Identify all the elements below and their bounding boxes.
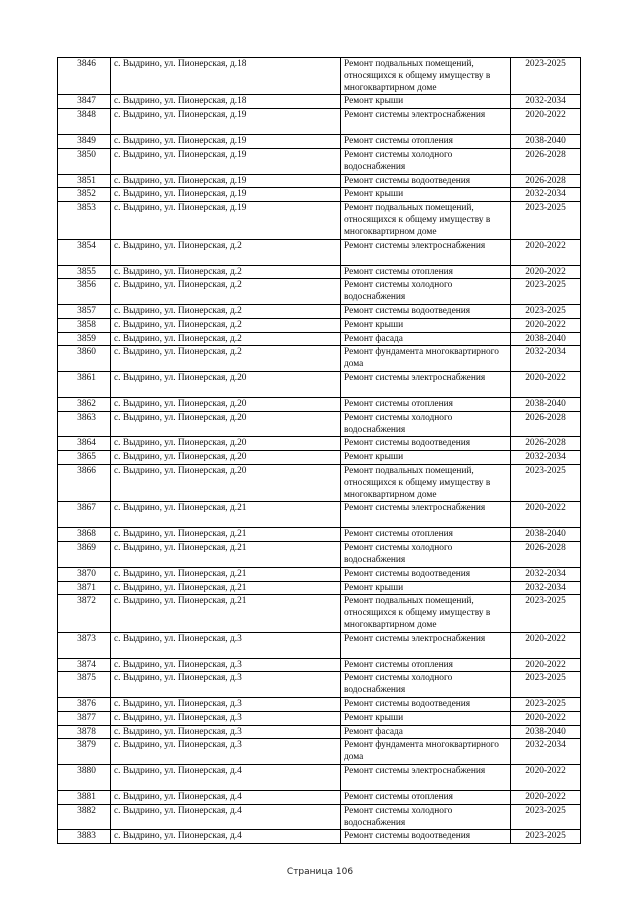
table-row bbox=[58, 437, 581, 451]
address-cell: с. Выдрино, ул. Пионерская, д.2 bbox=[111, 304, 341, 318]
row-number: 3847 bbox=[58, 95, 111, 109]
period-cell: 2023-2025 bbox=[511, 464, 581, 501]
address-cell: с. Выдрино, ул. Пионерская, д.3 bbox=[111, 739, 341, 765]
work-type-cell: Ремонт подвальных помещений, относящихся к общему имуществу в многоквартирном доме bbox=[341, 464, 511, 501]
work-type-cell: Ремонт системы холодного водоснабжения bbox=[341, 542, 511, 568]
row-number: 3872 bbox=[58, 595, 111, 632]
row-number: 3858 bbox=[58, 318, 111, 332]
address-cell: с. Выдрино, ул. Пионерская, д.3 bbox=[111, 658, 341, 672]
row-number: 3856 bbox=[58, 279, 111, 305]
address-cell: с. Выдрино, ул. Пионерская, д.21 bbox=[111, 581, 341, 595]
period-cell: 2038-2040 bbox=[511, 397, 581, 411]
row-number: 3854 bbox=[58, 239, 111, 265]
address-cell: с. Выдрино, ул. Пионерская, д.19 bbox=[111, 188, 341, 202]
period-cell: 2023-2025 bbox=[511, 804, 581, 830]
table-row bbox=[58, 711, 581, 725]
row-number: 3876 bbox=[58, 698, 111, 712]
work-type-cell: Ремонт системы водоотведения bbox=[341, 698, 511, 712]
row-number: 3866 bbox=[58, 464, 111, 501]
address-cell: с. Выдрино, ул. Пионерская, д.21 bbox=[111, 542, 341, 568]
table-row bbox=[58, 830, 581, 844]
period-cell: 2038-2040 bbox=[511, 725, 581, 739]
period-cell: 2020-2022 bbox=[511, 791, 581, 805]
row-number: 3877 bbox=[58, 711, 111, 725]
work-type-cell: Ремонт крыши bbox=[341, 188, 511, 202]
work-type-cell: Ремонт крыши bbox=[341, 581, 511, 595]
address-cell: с. Выдрино, ул. Пионерская, д.3 bbox=[111, 725, 341, 739]
period-cell: 2023-2025 bbox=[511, 595, 581, 632]
address-cell: с. Выдрино, ул. Пионерская, д.21 bbox=[111, 502, 341, 528]
address-cell: с. Выдрино, ул. Пионерская, д.4 bbox=[111, 830, 341, 844]
period-cell: 2020-2022 bbox=[511, 658, 581, 672]
row-number: 3878 bbox=[58, 725, 111, 739]
period-cell: 2020-2022 bbox=[511, 632, 581, 658]
table-row bbox=[58, 528, 581, 542]
table-row bbox=[58, 542, 581, 568]
work-type-cell: Ремонт системы электроснабжения bbox=[341, 109, 511, 135]
period-cell: 2038-2040 bbox=[511, 135, 581, 149]
period-cell: 2032-2034 bbox=[511, 451, 581, 465]
work-type-cell: Ремонт системы отопления bbox=[341, 135, 511, 149]
period-cell: 2032-2034 bbox=[511, 581, 581, 595]
period-cell: 2020-2022 bbox=[511, 318, 581, 332]
work-type-cell: Ремонт крыши bbox=[341, 95, 511, 109]
row-number: 3865 bbox=[58, 451, 111, 465]
work-type-cell: Ремонт крыши bbox=[341, 711, 511, 725]
period-cell: 2020-2022 bbox=[511, 765, 581, 791]
table-row bbox=[58, 371, 581, 397]
period-cell: 2026-2028 bbox=[511, 437, 581, 451]
period-cell: 2023-2025 bbox=[511, 279, 581, 305]
period-cell: 2020-2022 bbox=[511, 265, 581, 279]
row-number: 3875 bbox=[58, 672, 111, 698]
work-type-cell: Ремонт системы электроснабжения bbox=[341, 371, 511, 397]
period-cell: 2023-2025 bbox=[511, 672, 581, 698]
row-number: 3863 bbox=[58, 411, 111, 437]
period-cell: 2023-2025 bbox=[511, 698, 581, 712]
address-cell: с. Выдрино, ул. Пионерская, д.3 bbox=[111, 632, 341, 658]
work-type-cell: Ремонт системы электроснабжения bbox=[341, 239, 511, 265]
table-row bbox=[58, 188, 581, 202]
address-cell: с. Выдрино, ул. Пионерская, д.21 bbox=[111, 528, 341, 542]
work-type-cell: Ремонт фундамента многоквартирного дома bbox=[341, 346, 511, 372]
row-number: 3881 bbox=[58, 791, 111, 805]
row-number: 3871 bbox=[58, 581, 111, 595]
address-cell: с. Выдрино, ул. Пионерская, д.21 bbox=[111, 595, 341, 632]
row-number: 3868 bbox=[58, 528, 111, 542]
period-cell: 2026-2028 bbox=[511, 411, 581, 437]
period-cell: 2020-2022 bbox=[511, 371, 581, 397]
page-number: Страница 106 bbox=[286, 867, 354, 877]
table-row bbox=[58, 279, 581, 305]
table-row bbox=[58, 332, 581, 346]
address-cell: с. Выдрино, ул. Пионерская, д.2 bbox=[111, 332, 341, 346]
period-cell: 2026-2028 bbox=[511, 542, 581, 568]
address-cell: с. Выдрино, ул. Пионерская, д.19 bbox=[111, 174, 341, 188]
work-type-cell: Ремонт системы холодного водоснабжения bbox=[341, 411, 511, 437]
address-cell: с. Выдрино, ул. Пионерская, д.2 bbox=[111, 239, 341, 265]
period-cell: 2032-2034 bbox=[511, 188, 581, 202]
table-row bbox=[58, 725, 581, 739]
period-cell: 2038-2040 bbox=[511, 528, 581, 542]
work-type-cell: Ремонт крыши bbox=[341, 451, 511, 465]
row-number: 3879 bbox=[58, 739, 111, 765]
table-row bbox=[58, 265, 581, 279]
table-row bbox=[58, 318, 581, 332]
table-row bbox=[58, 632, 581, 658]
address-cell: с. Выдрино, ул. Пионерская, д.3 bbox=[111, 672, 341, 698]
work-type-cell: Ремонт системы холодного водоснабжения bbox=[341, 148, 511, 174]
work-type-cell: Ремонт системы отопления bbox=[341, 791, 511, 805]
row-number: 3873 bbox=[58, 632, 111, 658]
table-row bbox=[58, 791, 581, 805]
table-row bbox=[58, 95, 581, 109]
work-type-cell: Ремонт подвальных помещений, относящихся к общему имуществу в многоквартирном доме bbox=[341, 202, 511, 239]
table-row bbox=[58, 346, 581, 372]
period-cell: 2023-2025 bbox=[511, 304, 581, 318]
table-body bbox=[58, 58, 581, 844]
period-cell: 2026-2028 bbox=[511, 148, 581, 174]
table-row bbox=[58, 698, 581, 712]
work-type-cell: Ремонт системы холодного водоснабжения bbox=[341, 672, 511, 698]
table-row bbox=[58, 658, 581, 672]
period-cell: 2023-2025 bbox=[511, 830, 581, 844]
row-number: 3852 bbox=[58, 188, 111, 202]
work-type-cell: Ремонт системы холодного водоснабжения bbox=[341, 279, 511, 305]
address-cell: с. Выдрино, ул. Пионерская, д.20 bbox=[111, 371, 341, 397]
table-row bbox=[58, 804, 581, 830]
work-type-cell: Ремонт системы отопления bbox=[341, 528, 511, 542]
table-row bbox=[58, 595, 581, 632]
table-row bbox=[58, 239, 581, 265]
period-cell: 2038-2040 bbox=[511, 332, 581, 346]
table-row bbox=[58, 502, 581, 528]
row-number: 3857 bbox=[58, 304, 111, 318]
period-cell: 2032-2034 bbox=[511, 567, 581, 581]
row-number: 3874 bbox=[58, 658, 111, 672]
row-number: 3853 bbox=[58, 202, 111, 239]
work-type-cell: Ремонт системы водоотведения bbox=[341, 437, 511, 451]
work-type-cell: Ремонт системы водоотведения bbox=[341, 567, 511, 581]
period-cell: 2032-2034 bbox=[511, 95, 581, 109]
period-cell: 2032-2034 bbox=[511, 739, 581, 765]
period-cell: 2032-2034 bbox=[511, 346, 581, 372]
address-cell: с. Выдрино, ул. Пионерская, д.19 bbox=[111, 148, 341, 174]
work-type-cell: Ремонт системы отопления bbox=[341, 658, 511, 672]
row-number: 3867 bbox=[58, 502, 111, 528]
period-cell: 2020-2022 bbox=[511, 109, 581, 135]
period-cell: 2023-2025 bbox=[511, 58, 581, 95]
work-type-cell: Ремонт системы холодного водоснабжения bbox=[341, 804, 511, 830]
table-row bbox=[58, 739, 581, 765]
address-cell: с. Выдрино, ул. Пионерская, д.3 bbox=[111, 711, 341, 725]
address-cell: с. Выдрино, ул. Пионерская, д.2 bbox=[111, 318, 341, 332]
table-row bbox=[58, 567, 581, 581]
work-type-cell: Ремонт системы водоотведения bbox=[341, 830, 511, 844]
address-cell: с. Выдрино, ул. Пионерская, д.2 bbox=[111, 346, 341, 372]
table-row bbox=[58, 411, 581, 437]
capital-repair-table bbox=[57, 57, 581, 844]
row-number: 3861 bbox=[58, 371, 111, 397]
address-cell: с. Выдрино, ул. Пионерская, д.19 bbox=[111, 109, 341, 135]
row-number: 3883 bbox=[58, 830, 111, 844]
row-number: 3862 bbox=[58, 397, 111, 411]
address-cell: с. Выдрино, ул. Пионерская, д.19 bbox=[111, 135, 341, 149]
address-cell: с. Выдрино, ул. Пионерская, д.20 bbox=[111, 437, 341, 451]
row-number: 3869 bbox=[58, 542, 111, 568]
address-cell: с. Выдрино, ул. Пионерская, д.20 bbox=[111, 397, 341, 411]
address-cell: с. Выдрино, ул. Пионерская, д.4 bbox=[111, 791, 341, 805]
row-number: 3849 bbox=[58, 135, 111, 149]
work-type-cell: Ремонт системы отопления bbox=[341, 397, 511, 411]
row-number: 3850 bbox=[58, 148, 111, 174]
work-type-cell: Ремонт системы отопления bbox=[341, 265, 511, 279]
work-type-cell: Ремонт фасада bbox=[341, 725, 511, 739]
row-number: 3846 bbox=[58, 58, 111, 95]
row-number: 3882 bbox=[58, 804, 111, 830]
row-number: 3870 bbox=[58, 567, 111, 581]
work-type-cell: Ремонт системы электроснабжения bbox=[341, 502, 511, 528]
address-cell: с. Выдрино, ул. Пионерская, д.2 bbox=[111, 265, 341, 279]
address-cell: с. Выдрино, ул. Пионерская, д.20 bbox=[111, 464, 341, 501]
address-cell: с. Выдрино, ул. Пионерская, д.4 bbox=[111, 765, 341, 791]
table-row bbox=[58, 464, 581, 501]
table-row bbox=[58, 397, 581, 411]
table-row bbox=[58, 451, 581, 465]
work-type-cell: Ремонт системы водоотведения bbox=[341, 304, 511, 318]
table-row bbox=[58, 581, 581, 595]
address-cell: с. Выдрино, ул. Пионерская, д.2 bbox=[111, 279, 341, 305]
table-row bbox=[58, 148, 581, 174]
address-cell: с. Выдрино, ул. Пионерская, д.21 bbox=[111, 567, 341, 581]
row-number: 3864 bbox=[58, 437, 111, 451]
address-cell: с. Выдрино, ул. Пионерская, д.18 bbox=[111, 95, 341, 109]
row-number: 3851 bbox=[58, 174, 111, 188]
work-type-cell: Ремонт крыши bbox=[341, 318, 511, 332]
work-type-cell: Ремонт фундамента многоквартирного дома bbox=[341, 739, 511, 765]
table-row bbox=[58, 765, 581, 791]
period-cell: 2026-2028 bbox=[511, 174, 581, 188]
work-type-cell: Ремонт системы электроснабжения bbox=[341, 765, 511, 791]
work-type-cell: Ремонт системы электроснабжения bbox=[341, 632, 511, 658]
table-row bbox=[58, 202, 581, 239]
period-cell: 2020-2022 bbox=[511, 711, 581, 725]
address-cell: с. Выдрино, ул. Пионерская, д.18 bbox=[111, 58, 341, 95]
row-number: 3860 bbox=[58, 346, 111, 372]
table-row bbox=[58, 672, 581, 698]
address-cell: с. Выдрино, ул. Пионерская, д.3 bbox=[111, 698, 341, 712]
address-cell: с. Выдрино, ул. Пионерская, д.19 bbox=[111, 202, 341, 239]
work-type-cell: Ремонт подвальных помещений, относящихся к общему имуществу в многоквартирном доме bbox=[341, 595, 511, 632]
table-row bbox=[58, 135, 581, 149]
period-cell: 2020-2022 bbox=[511, 502, 581, 528]
table-row bbox=[58, 304, 581, 318]
table-row bbox=[58, 109, 581, 135]
row-number: 3859 bbox=[58, 332, 111, 346]
address-cell: с. Выдрино, ул. Пионерская, д.20 bbox=[111, 411, 341, 437]
work-type-cell: Ремонт системы водоотведения bbox=[341, 174, 511, 188]
row-number: 3848 bbox=[58, 109, 111, 135]
address-cell: с. Выдрино, ул. Пионерская, д.4 bbox=[111, 804, 341, 830]
work-type-cell: Ремонт подвальных помещений, относящихся к общему имуществу в многоквартирном доме bbox=[341, 58, 511, 95]
period-cell: 2023-2025 bbox=[511, 202, 581, 239]
address-cell: с. Выдрино, ул. Пионерская, д.20 bbox=[111, 451, 341, 465]
table-row bbox=[58, 174, 581, 188]
row-number: 3880 bbox=[58, 765, 111, 791]
row-number: 3855 bbox=[58, 265, 111, 279]
period-cell: 2020-2022 bbox=[511, 239, 581, 265]
table-row bbox=[58, 58, 581, 95]
work-type-cell: Ремонт фасада bbox=[341, 332, 511, 346]
